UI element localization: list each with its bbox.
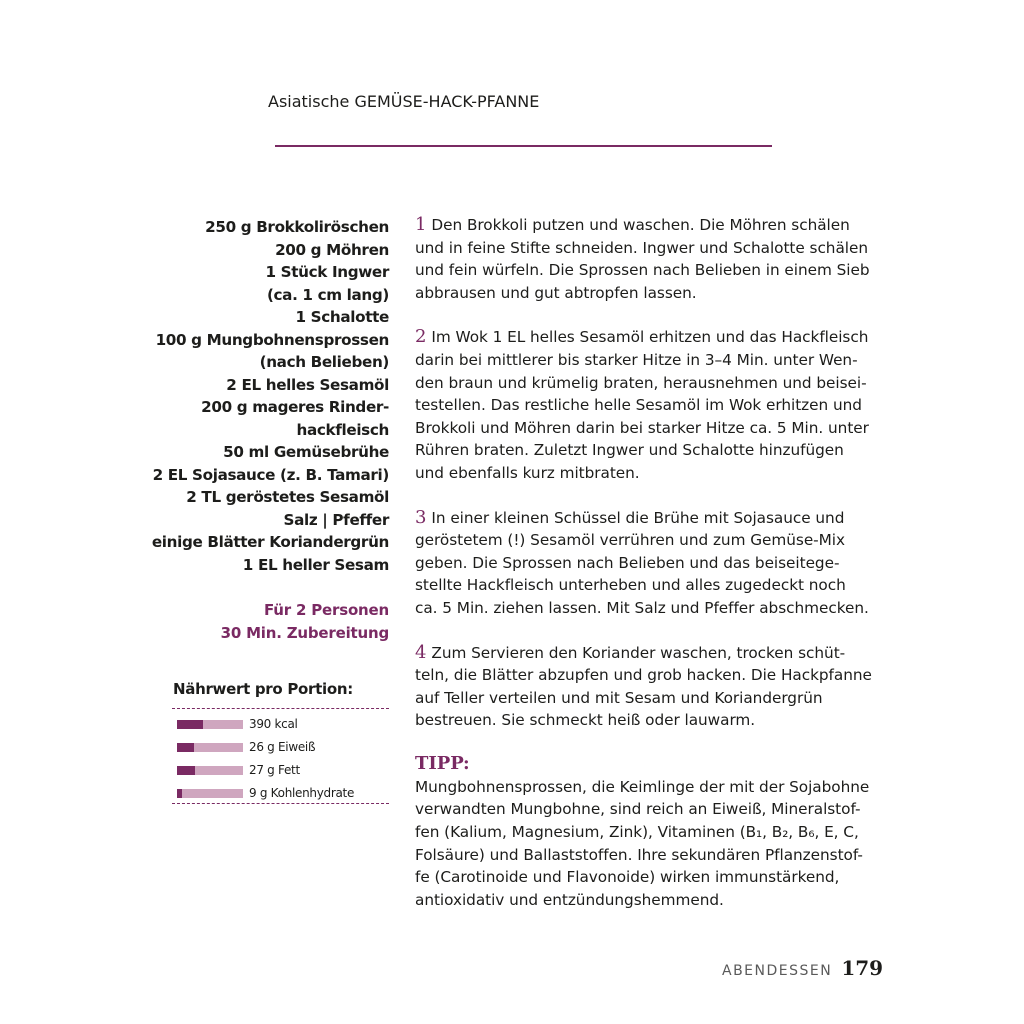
- step-line: Brokkoli und Möhren darin bei starker Hitze ca. 5 Min. unter: [415, 418, 869, 437]
- prep-time: 30 Min. Zubereitung: [220, 624, 389, 642]
- ingredient-list: [150, 216, 389, 576]
- step-line: [415, 507, 885, 530]
- ingredient-line: (ca. 1 cm lang): [266, 285, 389, 304]
- ingredient-line: 1 Stück Ingwer: [265, 263, 389, 281]
- step-line: [415, 642, 885, 665]
- step-text: Den Brokkoli putzen und waschen. Die Möhren schälen: [431, 216, 850, 234]
- step-line: und fein würfeln. Die Sprossen nach Belieben in einem Sieb: [415, 261, 870, 280]
- ingredient-line: 100 g Mungbohnensprossen: [155, 330, 389, 349]
- nutrition-title: Nährwert pro Portion:: [173, 680, 353, 698]
- nutrition-bar-fill: [177, 789, 182, 798]
- step-number: 2: [415, 326, 427, 348]
- step-text: In einer kleinen Schüssel die Brühe mit Sojasauce und: [431, 508, 845, 527]
- nutrition-value: 9 g Kohlenhydrate: [249, 786, 355, 800]
- nutrition-bar: [177, 743, 243, 752]
- page-footer: [722, 956, 883, 980]
- page-number: 179: [841, 956, 884, 980]
- step-text: Im Wok 1 EL helles Sesamöl erhitzen und das Hackfleisch: [431, 328, 869, 347]
- step-line: auf Teller verteilen und mit Sesam und Koriandergrün: [415, 688, 823, 707]
- recipe-meta: [150, 599, 389, 645]
- step-line: den braun und krümelig braten, herausnehmen und beisei-: [415, 373, 867, 392]
- step-number: 4: [415, 641, 427, 663]
- step-line: teln, die Blätter abzupfen und grob hacken. Die Hackpfanne: [415, 666, 872, 685]
- nutrition-value: 27 g Fett: [249, 763, 300, 777]
- step-number: 3: [415, 506, 427, 528]
- ingredient-line: (nach Belieben): [259, 353, 389, 371]
- step-line: [415, 214, 885, 237]
- ingredient-line: Salz | Pfeffer: [283, 510, 389, 529]
- step: [415, 507, 885, 620]
- nutrition-divider-top: [172, 708, 389, 709]
- recipe-title: [268, 92, 539, 142]
- servings: Für 2 Personen: [264, 601, 389, 619]
- step-line: und ebenfalls kurz mitbraten.: [415, 463, 640, 482]
- nutrition-value: 26 g Eiweiß: [249, 740, 316, 754]
- step-line: Rühren braten. Zuletzt Ingwer und Schalotte hinzufügen: [415, 441, 844, 460]
- nutrition-bar-fill: [177, 743, 194, 752]
- section-name: ABENDESSEN: [722, 963, 833, 979]
- ingredient-line: einige Blätter Koriandergrün: [151, 533, 389, 551]
- nutrition-bar: [177, 789, 243, 798]
- tip-heading: TIPP:: [415, 752, 470, 774]
- ingredient-line: 2 EL Sojasauce (z. B. Tamari): [152, 465, 389, 484]
- step-line: stellte Hackfleisch unterheben und alles zugedeckt noch: [415, 576, 846, 595]
- step-number: 1: [415, 214, 427, 235]
- nutrition-bar-fill: [177, 720, 203, 729]
- ingredient-line: 50 ml Gemüsebrühe: [223, 443, 389, 461]
- step-line: ca. 5 Min. ziehen lassen. Mit Salz und Pfeffer abschmecken.: [415, 598, 869, 617]
- tip-line: fe (Carotinoide und Flavonoide) wirken immunstärkend,: [415, 868, 840, 887]
- tip-line: fen (Kalium, Magnesium, Zink), Vitaminen (B₁, B₂, B₆, E, C,: [415, 823, 859, 842]
- tip-line: verwandten Mungbohne, sind reich an Eiweiß, Mineralstof-: [415, 800, 861, 819]
- ingredient-line: 1 EL heller Sesam: [242, 555, 389, 574]
- ingredient-line: 1 Schalotte: [295, 308, 389, 326]
- step-line: abbrausen und gut abtropfen lassen.: [415, 283, 697, 302]
- ingredient-line: 2 EL helles Sesamöl: [226, 375, 389, 394]
- step-line: testellen. Das restliche helle Sesamöl im Wok erhitzen und: [415, 396, 862, 415]
- title-underline: [275, 145, 772, 147]
- ingredient-line: 200 g mageres Rinder-: [201, 398, 389, 416]
- tip-line: Folsäure) und Ballaststoffen. Ihre sekundären Pflanzenstof-: [415, 845, 863, 864]
- tip-box: [415, 752, 885, 912]
- step: [415, 326, 885, 484]
- step-line: [415, 326, 885, 349]
- tip-line: antioxidativ und entzündungshemmend.: [415, 890, 724, 909]
- nutrition-value: 390 kcal: [249, 717, 298, 731]
- nutrition-bar: [177, 766, 243, 775]
- tip-line: Mungbohnensprossen, die Keimlinge der mit der Sojabohne: [415, 777, 870, 796]
- ingredient-line: 250 g Brokkoliröschen: [205, 218, 389, 236]
- step-text: Zum Servieren den Koriander waschen, trocken schüt-: [431, 643, 846, 662]
- step-line: darin bei mittlerer bis starker Hitze in 3–4 Min. unter Wen-: [415, 350, 858, 369]
- step: [415, 642, 885, 732]
- title-prefix: Asiatische: [268, 92, 350, 111]
- title-main: GEMÜSE-HACK-PFANNE: [354, 92, 540, 111]
- step-line: geröstetem (!) Sesamöl verrühren und zum Gemüse-Mix: [415, 531, 845, 550]
- step-line: und in feine Stifte schneiden. Ingwer und Schalotte schälen: [415, 238, 868, 257]
- nutrition-divider-bottom: [172, 803, 389, 804]
- step-line: bestreuen. Sie schmeckt heiß oder lauwarm.: [415, 711, 756, 730]
- ingredient-line: 2 TL geröstetes Sesamöl: [186, 488, 389, 506]
- ingredient-line: hackfleisch: [296, 420, 389, 439]
- nutrition-bar: [177, 720, 243, 729]
- nutrition-bar-fill: [177, 766, 195, 775]
- step: [415, 214, 885, 304]
- instructions: [415, 214, 885, 911]
- ingredient-line: 200 g Möhren: [275, 240, 389, 259]
- step-line: geben. Die Sprossen nach Belieben und das beiseitege-: [415, 553, 840, 572]
